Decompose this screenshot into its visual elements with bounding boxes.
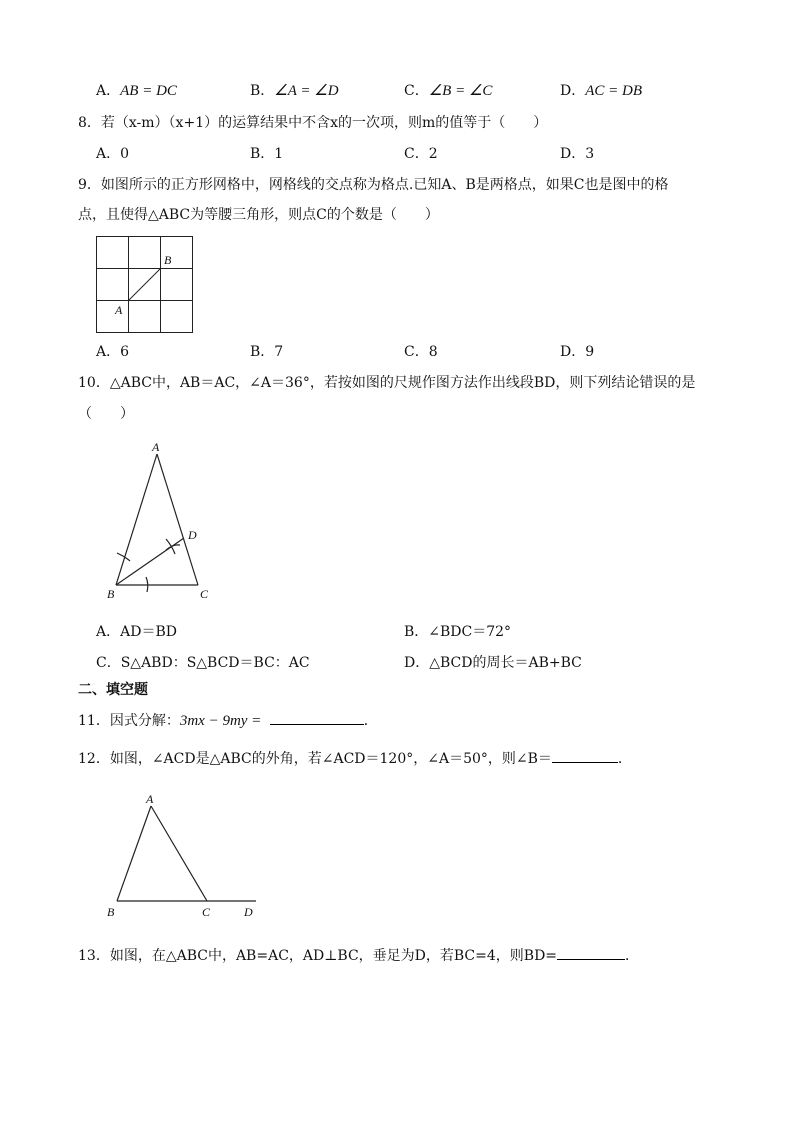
q8-option-d[interactable]: D．3 xyxy=(560,146,595,162)
label-b: B xyxy=(107,905,115,919)
segment-ab xyxy=(129,269,161,301)
q12 xyxy=(78,748,632,769)
q8-option-a[interactable]: A．0 xyxy=(96,146,130,162)
q9-option-a[interactable]: A．6 xyxy=(96,344,130,360)
q12-stem: 12．如图，∠ACD是△ABC的外角，若∠ACD＝120°，∠A＝50°，则∠B＝ xyxy=(78,751,552,767)
q10-option-c[interactable]: C．S△ABD：S△BCD＝BC：AC xyxy=(96,655,310,671)
label-c: C xyxy=(202,905,211,919)
q12-triangle-figure xyxy=(100,788,265,923)
section-title: 二、填空题 xyxy=(78,682,148,698)
q11 xyxy=(78,710,378,731)
q13-stem: 13．如图，在△ABC中，AB=AC，AD⊥BC，垂足为D，若BC=4，则BD= xyxy=(78,948,558,964)
q11-expression: 3mx − 9my = xyxy=(179,713,262,729)
q10-stem-line1: 10．△ABC中，AB＝AC，∠A＝36°，若按如图的尺规作图方法作出线段BD，则下列结论错误的是 xyxy=(78,375,696,391)
q11-answer-blank[interactable] xyxy=(270,710,364,725)
q10-triangle-figure xyxy=(100,440,230,605)
side-ab xyxy=(117,806,151,901)
q8-stem: 8．若（x-m）（x+1）的运算结果中不含x的一次项，则m的值等于（ ） xyxy=(78,115,548,131)
q10-option-d[interactable]: D．△BCD的周长＝AB+BC xyxy=(404,655,582,671)
q11-prefix: 11．因式分解： xyxy=(78,713,180,729)
q9-stem-line2: 点，且使得△ABC为等腰三角形，则点C的个数是（ ） xyxy=(78,207,439,223)
q7-option-b[interactable]: B．∠A = ∠D xyxy=(250,83,339,99)
q13 xyxy=(78,945,639,966)
label-a: A xyxy=(115,303,123,317)
q12-answer-blank[interactable] xyxy=(552,748,618,763)
q10-stem-line2: （ ） xyxy=(78,406,134,422)
side-ac xyxy=(157,454,198,585)
q7-option-c[interactable]: C．∠B = ∠C xyxy=(404,83,493,99)
q10-option-a[interactable]: A．AD＝BD xyxy=(96,624,177,640)
label-d: D xyxy=(244,905,253,919)
q13-answer-blank[interactable] xyxy=(557,945,625,960)
q8-option-b[interactable]: B．1 xyxy=(250,146,284,162)
q13-suffix: ． xyxy=(625,948,640,964)
label-a: A xyxy=(146,792,154,806)
q10-option-b[interactable]: B．∠BDC＝72° xyxy=(404,624,512,640)
q9-option-d[interactable]: D．9 xyxy=(560,344,595,360)
q12-suffix: ． xyxy=(617,751,632,767)
q9-option-c[interactable]: C．8 xyxy=(404,344,438,360)
q9-grid-figure xyxy=(96,236,194,334)
q9-option-b[interactable]: B．7 xyxy=(250,344,284,360)
label-b: B xyxy=(164,253,172,267)
side-ab xyxy=(116,454,157,585)
q11-suffix: ． xyxy=(363,713,378,729)
side-ac xyxy=(151,806,207,901)
q8-option-c[interactable]: C．2 xyxy=(404,146,438,162)
label-a: A xyxy=(152,440,160,454)
label-c: C xyxy=(200,587,209,601)
q7-option-d[interactable]: D．AC = DB xyxy=(560,83,643,99)
q7-option-a[interactable]: A．AB = DC xyxy=(96,83,177,99)
q9-stem-line1: 9．如图所示的正方形网格中，网格线的交点称为格点.已知A、B是两格点，如果C也是图中的格 xyxy=(78,177,669,193)
label-d: D xyxy=(188,528,197,542)
label-b: B xyxy=(107,587,115,601)
